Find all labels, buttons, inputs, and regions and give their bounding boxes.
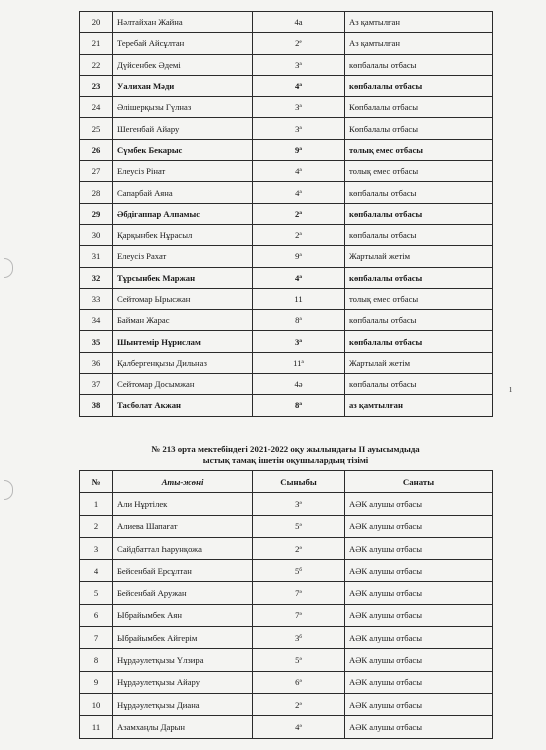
category: Көпбалалы отбасы xyxy=(345,118,493,139)
category: көпбалалы отбасы xyxy=(345,54,493,75)
class-number: 3 xyxy=(294,632,300,643)
class-cell xyxy=(253,224,345,245)
class-letter: ə xyxy=(299,611,302,618)
class-cell xyxy=(253,693,345,715)
header-category: Санаты xyxy=(345,471,493,493)
class-number: 3 xyxy=(294,336,300,347)
class-number: 9 xyxy=(294,144,300,155)
category: көпбалалы отбасы xyxy=(345,224,493,245)
class-letter: ə xyxy=(299,678,302,685)
student-name: Бейсенбай Аружан xyxy=(113,582,253,604)
student-name: Елеусіз Рахат xyxy=(113,246,253,267)
class-number: 3 xyxy=(295,102,300,113)
student-name: Тасболат Акжан xyxy=(113,395,253,416)
table-header-row xyxy=(80,471,493,493)
class-cell xyxy=(253,118,345,139)
header-name: Аты-жөні xyxy=(113,471,253,493)
class-number: 11 xyxy=(294,294,303,304)
student-name: Азамхаңлы Дарын xyxy=(113,716,253,738)
category: көпбалалы отбасы xyxy=(345,267,493,288)
class-cell xyxy=(253,246,345,267)
row-number: 27 xyxy=(80,161,113,182)
row-number: 7 xyxy=(80,627,113,649)
second-shift-students-table xyxy=(79,470,493,739)
table-row xyxy=(80,97,493,118)
category: АӘК алушы отбасы xyxy=(345,693,493,715)
class-cell xyxy=(253,310,345,331)
class-letter: а xyxy=(299,401,303,408)
class-cell xyxy=(253,395,345,416)
class-cell xyxy=(253,75,345,96)
class-cell xyxy=(253,716,345,738)
student-name: Сайдбаттал Һарунқожа xyxy=(113,537,253,559)
table-row xyxy=(80,246,493,267)
category: Көпбалалы отбасы xyxy=(345,97,493,118)
students-table-continued xyxy=(79,11,493,417)
row-number: 26 xyxy=(80,139,113,160)
row-number: 2 xyxy=(80,515,113,537)
class-cell xyxy=(253,203,345,224)
category: толық емес отбасы xyxy=(345,139,493,160)
row-number: 3 xyxy=(80,537,113,559)
class-letter: а xyxy=(299,252,302,259)
category: АӘК алушы отбасы xyxy=(345,582,493,604)
class-letter: а xyxy=(299,145,303,152)
table-row xyxy=(80,203,493,224)
category: көпбалалы отбасы xyxy=(345,310,493,331)
row-number: 21 xyxy=(80,33,113,54)
class-letter: ə xyxy=(299,700,302,707)
student-name: Қалбергенқызы Дильназ xyxy=(113,352,253,373)
row-number: 8 xyxy=(80,649,113,671)
row-number: 11 xyxy=(80,716,113,738)
row-number: 32 xyxy=(80,267,113,288)
student-name: Сейтомар Ырысжан xyxy=(113,288,253,309)
student-name: Байман Жарас xyxy=(113,310,253,331)
class-number: 8 xyxy=(294,400,300,411)
table-row xyxy=(80,582,493,604)
class-letter: ə xyxy=(299,499,302,506)
table-body xyxy=(80,12,493,417)
student-name: Нұрдәулетқызы Айару xyxy=(113,671,253,693)
class-letter: а xyxy=(299,82,303,89)
table-row xyxy=(80,560,493,582)
category: Жартылай жетім xyxy=(345,352,493,373)
row-number: 29 xyxy=(80,203,113,224)
class-cell xyxy=(253,182,345,203)
category: көпбалалы отбасы xyxy=(345,203,493,224)
class-cell xyxy=(253,537,345,559)
table-row xyxy=(80,54,493,75)
table-row xyxy=(80,139,493,160)
row-number: 37 xyxy=(80,374,113,395)
student-name: Нəлтайхан Жайна xyxy=(113,12,253,33)
class-letter: а xyxy=(299,337,303,344)
table-row xyxy=(80,395,493,416)
class-number: 4 xyxy=(295,721,300,732)
student-name: Шынтемір Нұрислам xyxy=(113,331,253,352)
table-row xyxy=(80,693,493,715)
header-class: Сыныбы xyxy=(253,471,345,493)
student-name: Әлішерқызы Гүлназ xyxy=(113,97,253,118)
class-cell xyxy=(253,161,345,182)
table-row xyxy=(80,671,493,693)
row-number: 25 xyxy=(80,118,113,139)
category: толық емес отбасы xyxy=(345,288,493,309)
row-number: 33 xyxy=(80,288,113,309)
class-letter: е xyxy=(299,39,302,46)
student-name: Тұрсынбек Маржан xyxy=(113,267,253,288)
student-name: Қарқынбек Нұрасыл xyxy=(113,224,253,245)
table-row xyxy=(80,374,493,395)
class-number: 2 xyxy=(295,38,300,49)
list-heading xyxy=(79,444,492,466)
class-letter: ə xyxy=(299,544,302,551)
category: көпбалалы отбасы xyxy=(345,182,493,203)
category: көпбалалы отбасы xyxy=(345,331,493,352)
row-number: 5 xyxy=(80,582,113,604)
row-number: 1 xyxy=(80,493,113,515)
class-number: 2 xyxy=(295,699,300,710)
class-letter: а xyxy=(299,60,302,67)
student-name: Нұрдәулетқызы Үлзира xyxy=(113,649,253,671)
table-row xyxy=(80,12,493,33)
class-letter: а xyxy=(299,103,302,110)
row-number: 22 xyxy=(80,54,113,75)
class-letter: ə xyxy=(299,589,302,596)
class-number: 2 xyxy=(294,208,300,219)
margin-mark: ı xyxy=(509,384,512,395)
class-letter: а xyxy=(299,273,303,280)
table-row xyxy=(80,331,493,352)
class-cell xyxy=(253,649,345,671)
row-number: 38 xyxy=(80,395,113,416)
category: АӘК алушы отбасы xyxy=(345,537,493,559)
table-row xyxy=(80,627,493,649)
class-cell xyxy=(253,604,345,626)
class-cell xyxy=(253,267,345,288)
student-name: Теребай Айсұлтан xyxy=(113,33,253,54)
class-number: 2 xyxy=(295,230,300,241)
student-name: Бейсенбай Ерсұлтан xyxy=(113,560,253,582)
table-row xyxy=(80,604,493,626)
class-letter: а xyxy=(299,124,302,131)
row-number: 28 xyxy=(80,182,113,203)
category: АӘК алушы отбасы xyxy=(345,604,493,626)
category: Жартылай жетім xyxy=(345,246,493,267)
category: АӘК алушы отбасы xyxy=(345,493,493,515)
class-number: 2 xyxy=(295,543,300,554)
class-number: 4 xyxy=(294,81,300,92)
row-number: 20 xyxy=(80,12,113,33)
class-cell xyxy=(253,515,345,537)
row-number: 36 xyxy=(80,352,113,373)
category: көпбалалы отбасы xyxy=(345,374,493,395)
class-number: 3 xyxy=(295,498,300,509)
class-letter: б xyxy=(299,633,303,640)
table-row xyxy=(80,649,493,671)
table-row xyxy=(80,161,493,182)
table-row xyxy=(80,493,493,515)
binder-hole-bottom xyxy=(4,480,13,500)
table-row xyxy=(80,515,493,537)
student-name: Нұрдәулетқызы Диана xyxy=(113,693,253,715)
category: Аз қамтылған xyxy=(345,33,493,54)
table-row xyxy=(80,352,493,373)
class-cell xyxy=(253,54,345,75)
table-row xyxy=(80,310,493,331)
row-number: 6 xyxy=(80,604,113,626)
header-number: № xyxy=(80,471,113,493)
table-row xyxy=(80,33,493,54)
student-name: Ыбрайымбек Аян xyxy=(113,604,253,626)
class-number: 8 xyxy=(295,315,300,326)
class-letter: ə xyxy=(299,722,302,729)
student-name: Али Нұртілек xyxy=(113,493,253,515)
student-name: Шегенбай Айару xyxy=(113,118,253,139)
table-row xyxy=(80,537,493,559)
category: АӘК алушы отбасы xyxy=(345,671,493,693)
row-number: 4 xyxy=(80,560,113,582)
class-number: 4 xyxy=(295,166,300,177)
student-name: Елеусіз Рінат xyxy=(113,161,253,182)
class-letter: а xyxy=(299,188,302,195)
class-number: 9 xyxy=(295,251,300,262)
class-cell xyxy=(253,374,345,395)
table-body xyxy=(80,493,493,738)
class-letter: а xyxy=(301,358,304,365)
class-number: 5 xyxy=(295,655,300,666)
class-cell xyxy=(253,493,345,515)
class-number: 4ə xyxy=(294,379,303,390)
class-number: 5 xyxy=(294,565,300,576)
class-letter: а xyxy=(299,167,302,174)
class-cell xyxy=(253,582,345,604)
class-cell xyxy=(253,627,345,649)
class-number: 5 xyxy=(295,521,300,532)
category: АӘК алушы отбасы xyxy=(345,560,493,582)
table-row xyxy=(80,267,493,288)
table-row xyxy=(80,224,493,245)
student-name: Ыбрайымбек Айгерім xyxy=(113,627,253,649)
class-number: 11 xyxy=(293,357,302,368)
class-number: 4 xyxy=(295,187,300,198)
class-number: 3 xyxy=(295,59,300,70)
row-number: 31 xyxy=(80,246,113,267)
category: АӘК алушы отбасы xyxy=(345,515,493,537)
table-row xyxy=(80,288,493,309)
table-row xyxy=(80,118,493,139)
class-cell xyxy=(253,97,345,118)
category: көпбалалы отбасы xyxy=(345,75,493,96)
class-cell xyxy=(253,560,345,582)
class-cell xyxy=(253,352,345,373)
student-name: Сейтомар Досымжан xyxy=(113,374,253,395)
class-number: 6 xyxy=(295,677,300,688)
binder-hole-top xyxy=(4,258,13,278)
row-number: 24 xyxy=(80,97,113,118)
class-letter: а xyxy=(299,209,303,216)
class-letter: б xyxy=(299,566,303,573)
class-number: 3 xyxy=(295,123,300,134)
category: АӘК алушы отбасы xyxy=(345,649,493,671)
class-cell xyxy=(253,139,345,160)
category: Аз қамтылған xyxy=(345,12,493,33)
class-letter: ə xyxy=(299,656,302,663)
class-letter: ə xyxy=(299,522,302,529)
class-letter: а xyxy=(299,316,302,323)
table-row xyxy=(80,716,493,738)
student-name: Сапарбай Аяна xyxy=(113,182,253,203)
class-number: 4 xyxy=(294,272,300,283)
student-name: Уалихан Мәди xyxy=(113,75,253,96)
row-number: 23 xyxy=(80,75,113,96)
category: аз қамтылған xyxy=(345,395,493,416)
student-name: Сүмбек Бекарыс xyxy=(113,139,253,160)
class-cell xyxy=(253,331,345,352)
row-number: 9 xyxy=(80,671,113,693)
row-number: 30 xyxy=(80,224,113,245)
student-name: Дүйсенбек Әдемі xyxy=(113,54,253,75)
class-cell xyxy=(253,33,345,54)
student-name: Әбдігаппар Алпамыс xyxy=(113,203,253,224)
row-number: 34 xyxy=(80,310,113,331)
class-letter: а xyxy=(299,231,302,238)
class-cell xyxy=(253,288,345,309)
heading-line-1: № 213 орта мектебіндегі 2021-2022 оқу жылындағы II ауысымдыда xyxy=(151,444,420,454)
table-row xyxy=(80,182,493,203)
class-number: 7 xyxy=(295,610,300,621)
category: АӘК алушы отбасы xyxy=(345,627,493,649)
category: толық емес отбасы xyxy=(345,161,493,182)
heading-line-2: ыстық тамақ ішетін оқушылардың тізімі xyxy=(202,455,369,465)
category: АӘК алушы отбасы xyxy=(345,716,493,738)
table-row xyxy=(80,75,493,96)
row-number: 35 xyxy=(80,331,113,352)
row-number: 10 xyxy=(80,693,113,715)
class-cell xyxy=(253,671,345,693)
class-number: 4а xyxy=(294,17,303,28)
class-cell xyxy=(253,12,345,33)
class-number: 7 xyxy=(295,588,300,599)
student-name: Алиева Шапағат xyxy=(113,515,253,537)
